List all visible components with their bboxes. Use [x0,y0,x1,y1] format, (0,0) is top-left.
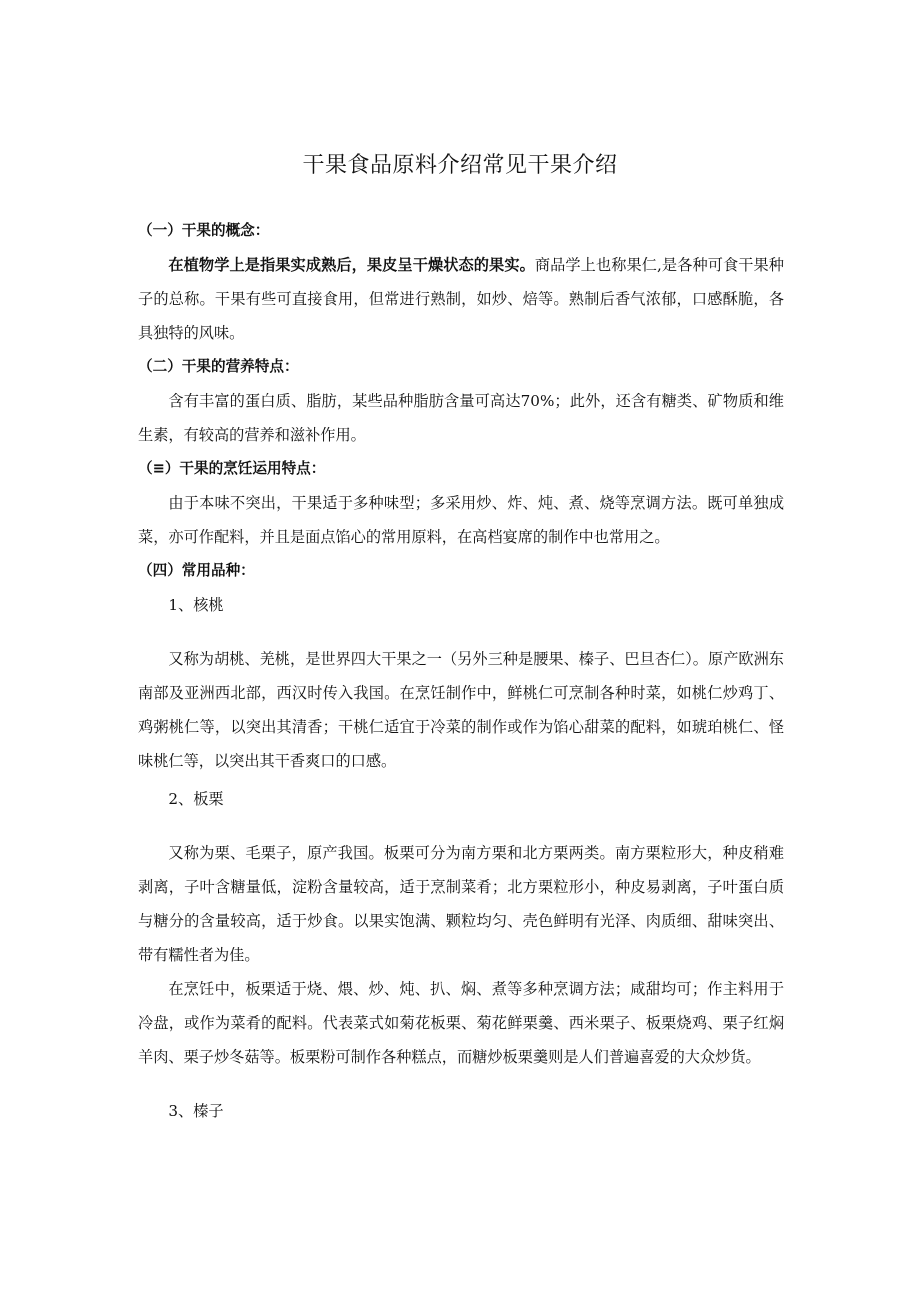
variety-heading-chestnut: 2、板栗 [168,790,224,808]
spacer [138,1074,784,1094]
spacer [138,622,784,642]
page-title: 干果食品原料介绍常见干果介绍 [302,153,618,178]
section-cooking-paragraph: 由于本味不突出，干果适于多种味型；多采用炒、炸、炖、煮、烧等烹调方法。既可单独成菜，亦可作配料，并且是面点馅心的常用原料，在高档宴席的制作中也常用之。 [138,494,784,546]
section-concept-paragraph [138,248,784,350]
variety-walnut-paragraph: 又称为胡桃、羌桃，是世界四大干果之一（另外三种是腰果、榛子、巴旦杏仁）。原产欧洲东南部及亚洲西北部，西汉时传入我国。在烹饪制作中，鲜桃仁可烹制各种时菜，如桃仁炒鸡丁、鸡粥桃仁等，以突出其清香；干桃仁适宜于冷菜的制作或作为馅心甜菜的配料，如琥珀桃仁、怪味桃仁等，以突出其干香爽口的口感。 [138,650,784,770]
variety-chestnut-paragraph-1: 又称为栗、毛栗子，原产我国。板栗可分为南方栗和北方栗两类。南方栗粒形大，种皮稍难剥离，子叶含糖量低，淀粉含量较高，适于烹制菜肴；北方栗粒形小，种皮易剥离，子叶蛋白质与糖分的含量较高，适于炒食。以果实饱满、颗粒均匀、壳色鲜明有光泽、肉质细、甜味突出、带有糯性者为佳。 [138,844,784,964]
spacer [138,816,784,836]
section-heading-concept: （一）干果的概念： [138,222,270,239]
section-heading-cooking: （≡）干果的烹饪运用特点： [138,460,326,477]
document-body [138,214,784,1128]
section-heading-nutrition: （二）干果的营养特点： [138,358,299,375]
concept-bold-lead: 在植物学上是指果实成熟后，果皮呈干燥状态的果实。 [168,256,535,274]
section-nutrition-paragraph: 含有丰富的蛋白质、脂肪，某些品种脂肪含量可高达70%；此外，还含有糖类、矿物质和维生素，有较高的营养和滋补作用。 [138,392,784,444]
variety-heading-walnut: 1、核桃 [168,596,224,614]
concept-text: 商品学上也称果仁,是各种可食干果种子的总称。干果有些可直接食用，但常进行熟制，如炒、焙等。熟制后香气浓郁，口感酥脆，各具独特的风味。 [138,256,784,342]
variety-heading-hazelnut: 3、榛子 [168,1102,224,1120]
section-heading-varieties: （四）常用品种： [138,562,255,579]
variety-chestnut-paragraph-2: 在烹饪中，板栗适于烧、煨、炒、炖、扒、焖、煮等多种烹调方法；咸甜均可；作主料用于冷盘，或作为菜肴的配料。代表菜式如菊花板栗、菊花鲜栗羹、西米栗子、板栗烧鸡、栗子红焖羊肉、栗子炒冬菇等。板栗粉可制作各种糕点，而糖炒板栗羹则是人们普遍喜爱的大众炒货。 [138,980,784,1066]
